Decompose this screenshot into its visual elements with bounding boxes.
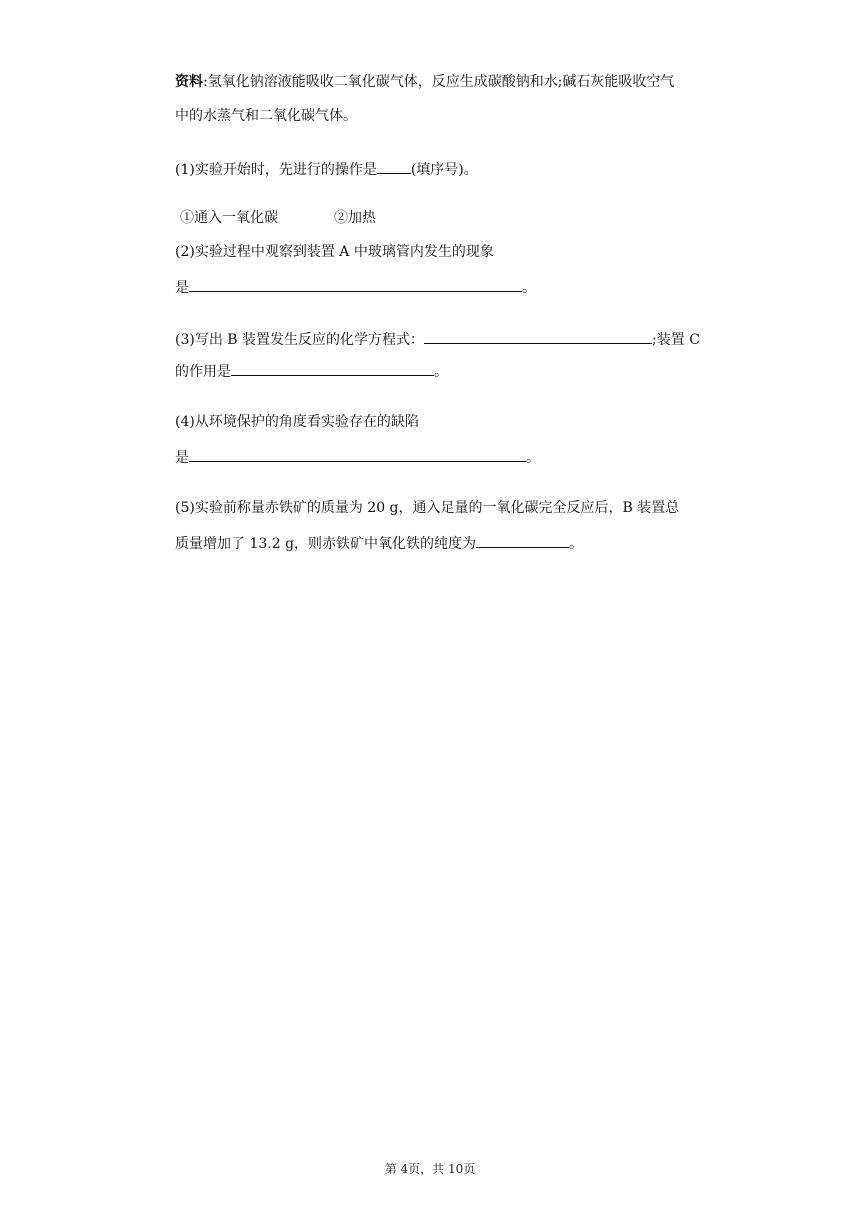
q3-suffix: ;装置 C bbox=[652, 332, 700, 348]
q2-suffix: 。 bbox=[522, 280, 536, 296]
material-label: 资料 bbox=[175, 74, 203, 90]
q5-answer-blank[interactable] bbox=[476, 532, 569, 548]
q1-option-2: ②加热 bbox=[334, 210, 376, 226]
q1-text-before: (1)实验开始时，先进行的操作是 bbox=[175, 162, 377, 178]
material-text-1: :氢氧化钠溶液能吸收二氧化碳气体，反应生成碳酸钠和水;碱石灰能吸收空气 bbox=[203, 74, 675, 90]
q4-prefix: 是 bbox=[175, 450, 189, 466]
question-2-line-1 bbox=[175, 242, 494, 262]
page-footer: 第 4页，共 10页 bbox=[384, 1162, 476, 1176]
q3-prefix: (3)写出 B 装置发生反应的化学方程式： bbox=[175, 332, 425, 348]
material-line-1 bbox=[175, 72, 674, 92]
q2-answer-blank[interactable] bbox=[189, 276, 522, 292]
q3-line2-suffix: 。 bbox=[434, 364, 448, 380]
material-text-2: 中的水蒸气和二氧化碳气体。 bbox=[175, 108, 357, 124]
q3-purpose-blank[interactable] bbox=[231, 360, 434, 376]
q1-option-1: ①通入一氧化碳 bbox=[180, 210, 278, 226]
q1-text-after: (填序号)。 bbox=[410, 162, 478, 178]
q5-suffix: 。 bbox=[569, 536, 584, 552]
q5-text: (5)实验前称量赤铁矿的质量为 20 g，通入足量的一氧化碳完全反应后，B 装置总 bbox=[175, 500, 680, 516]
q3-line2-prefix: 的作用是 bbox=[175, 364, 231, 380]
question-1-options bbox=[180, 208, 376, 228]
q2-prefix: 是 bbox=[175, 280, 189, 296]
question-5-line-2 bbox=[175, 532, 583, 554]
question-5-line-1 bbox=[175, 498, 679, 518]
question-1 bbox=[175, 158, 478, 180]
q1-answer-blank[interactable] bbox=[377, 158, 411, 174]
q4-suffix: 。 bbox=[526, 450, 540, 466]
material-line-2 bbox=[175, 106, 357, 126]
question-3-line-1 bbox=[175, 328, 700, 350]
q4-answer-blank[interactable] bbox=[189, 446, 526, 462]
question-3-line-2 bbox=[175, 360, 448, 382]
question-4-line-2 bbox=[175, 446, 540, 468]
q2-text: (2)实验过程中观察到装置 A 中玻璃管内发生的现象 bbox=[175, 244, 494, 260]
question-4-line-1 bbox=[175, 412, 419, 432]
q3-equation-blank[interactable] bbox=[424, 328, 652, 344]
q5-prefix: 质量增加了 13.2 g，则赤铁矿中氧化铁的纯度为 bbox=[175, 536, 477, 552]
question-2-line-2 bbox=[175, 276, 536, 298]
q4-text: (4)从环境保护的角度看实验存在的缺陷 bbox=[175, 414, 419, 430]
